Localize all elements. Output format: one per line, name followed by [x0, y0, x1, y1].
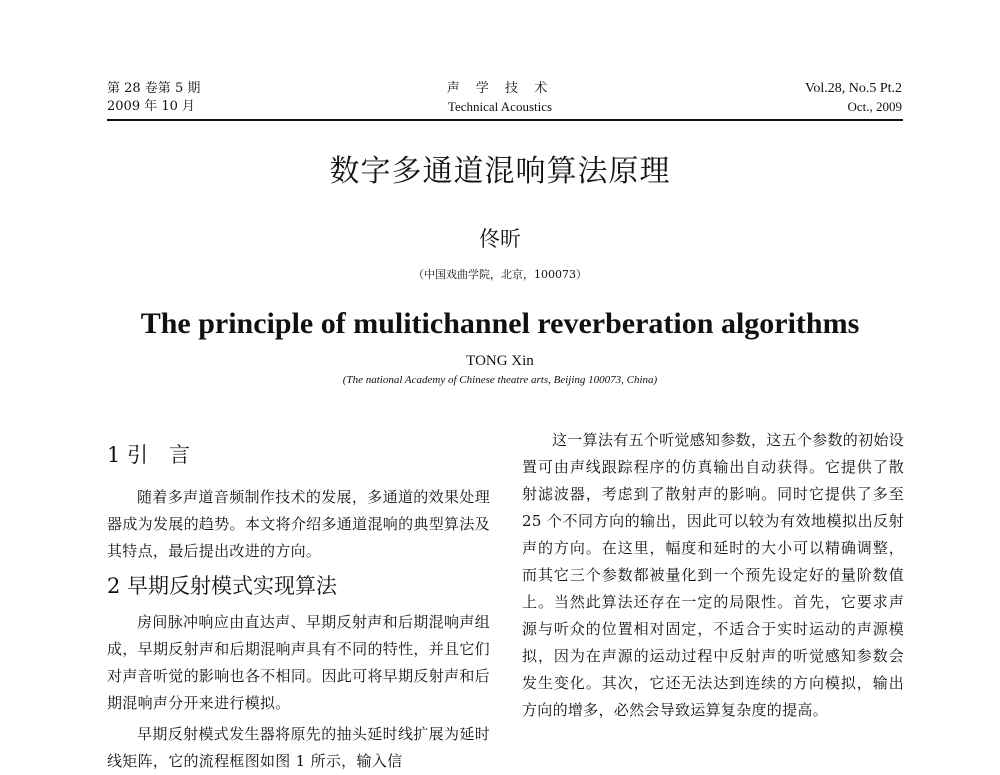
- body-column-left: [107, 440, 490, 775]
- paper-title-cn: 数字多通道混响算法原理: [329, 154, 671, 189]
- volume-issue-en: Vol.28, No.5 Pt.2: [805, 81, 902, 96]
- section-heading-introduction: 1 引 言: [107, 443, 191, 467]
- paragraph-introduction: 随着多声道音频制作技术的发展，多通道的效果处理器成为发展的趋势。本文将介绍多通道混响的典型算法及其特点，最后提出改进的方向。: [107, 488, 490, 560]
- paragraph-algorithm-parameters: 这一算法有五个听觉感知参数，这五个参数的初始设置可由声线跟踪程序的仿真输出自动获得。它提供了散射滤波器，考虑到了散射声的影响。同时它提供了多至 25 个不同方向的输出，因此可以较为有效地模拟出反射声的方向。在这里，幅度和延时的大小可以精确调整，而其它三个参数都被量化到一个预先设定好的量阶数值上。当然此算法还存在一定的局限性。首先，它要求声源与听众的位置相对固定，不适合于实时运动的声源模拟，因为在声源的运动过程中反射声的听觉感知参数会发生变化。其次，它还无法达到连续的方向模拟，输出方向的增多，必然会导致运算复杂度的提高。: [522, 431, 904, 719]
- paper-title-en: The principle of mulitichannel reverberation algorithms: [140, 307, 860, 340]
- running-header-center: [400, 80, 600, 116]
- date-en: Oct., 2009: [847, 99, 902, 114]
- journal-name-en: Technical Acoustics: [447, 99, 553, 114]
- section-heading-early-reflection: 2 早期反射模式实现算法: [107, 574, 338, 598]
- affiliation-cn: （中国戏曲学院，北京，100073）: [413, 268, 587, 281]
- date-cn: 2009 年 10 月: [107, 99, 196, 114]
- header-rule: [107, 119, 903, 121]
- running-header-left: [107, 80, 200, 116]
- affiliation-en: (The national Academy of Chinese theatre arts, Beijing 100073, China): [342, 374, 658, 386]
- author-cn: 佟昕: [479, 227, 521, 251]
- running-header-right: [805, 80, 902, 116]
- paragraph-generator: 早期反射模式发生器将原先的抽头延时线扩展为延时线矩阵，它的流程框图如图 1 所示，输入信: [107, 725, 490, 770]
- paragraph-room-impulse: 房间脉冲响应由直达声、早期反射声和后期混响声组成，早期反射声和后期混响声具有不同的特性，并且它们对声音听觉的影响也各不相同。因此可将早期反射声和后期混响声分开来进行模拟。: [107, 613, 490, 712]
- volume-issue-cn: 第 28 卷第 5 期: [107, 81, 201, 96]
- author-en: TONG Xin: [466, 353, 534, 369]
- journal-name-cn: 声 学 技 术: [446, 81, 554, 96]
- body-column-right: [522, 427, 904, 724]
